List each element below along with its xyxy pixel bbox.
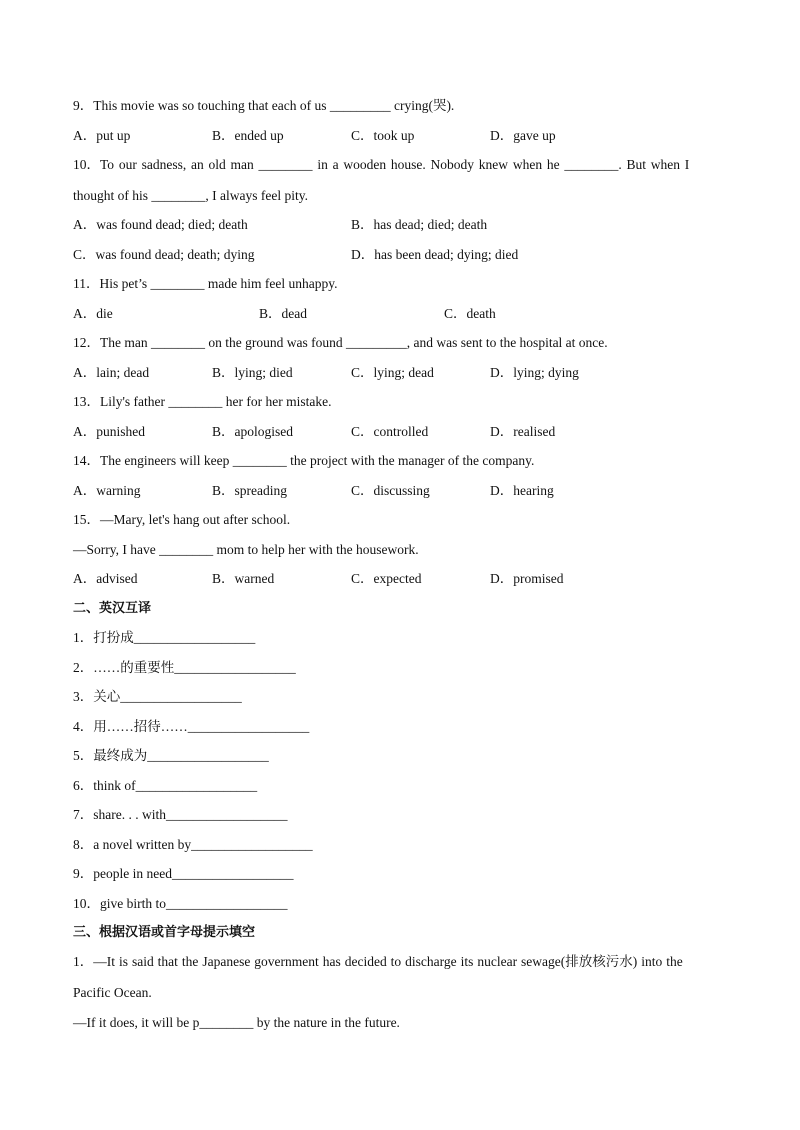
question-9-stem: 9．This movie was so touching that each of us _________ crying(哭). [73, 98, 455, 113]
question-15-option-a: A．advised [73, 571, 138, 586]
question-11-stem: 11．His pet’s ________ made him feel unhappy. [73, 276, 338, 291]
translation-item-8: 8．a novel written by__________________ [73, 837, 313, 852]
question-13-option-a: A．punished [73, 424, 145, 439]
question-11-option-a: A．die [73, 306, 113, 321]
question-10-option-b: B．has dead; died; death [351, 217, 488, 232]
question-10-option-c: C．was found dead; death; dying [73, 247, 255, 262]
question-14-option-c: C．discussing [351, 483, 430, 498]
question-12-stem: 12．The man ________ on the ground was found _________, and was sent to the hospital at once. [73, 335, 608, 350]
translation-item-2: 2．……的重要性__________________ [73, 660, 296, 675]
question-12-option-d: D．lying; dying [490, 365, 579, 380]
question-11-option-c: C．death [444, 306, 496, 321]
question-15-stem-line1: 15．—Mary, let's hang out after school. [73, 512, 291, 527]
translation-item-10: 10．give birth to__________________ [73, 896, 288, 911]
translation-item-4: 4．用……招待……__________________ [73, 719, 310, 734]
question-9-option-b: B．ended up [212, 128, 284, 143]
question-14-option-d: D．hearing [490, 483, 554, 498]
question-14-stem: 14．The engineers will keep ________ the project with the manager of the company. [73, 453, 535, 468]
question-13-option-b: B．apologised [212, 424, 293, 439]
section-2-heading: 二、英汉互译 [73, 601, 152, 616]
translation-item-6: 6．think of__________________ [73, 778, 258, 793]
question-10-option-a: A．was found dead; died; death [73, 217, 248, 232]
question-13-stem: 13．Lily's father ________ her for her mistake. [73, 394, 332, 409]
question-15-option-b: B．warned [212, 571, 275, 586]
section-3-heading: 三、根据汉语或首字母提示填空 [73, 925, 256, 940]
question-9-option-a: A．put up [73, 128, 131, 143]
question-13-option-c: C．controlled [351, 424, 429, 439]
fill-question-1-line1: 1．—It is said that the Japanese government has decided to discharge its nuclear sewage(排放核污水) into the [73, 954, 683, 969]
translation-item-3: 3．关心__________________ [73, 689, 242, 704]
question-10-stem-line1: 10．To our sadness, an old man ________ in a wooden house. Nobody knew when he ________. But when I [73, 157, 690, 172]
fill-question-1-line2: Pacific Ocean. [73, 985, 152, 1000]
question-14-option-a: A．warning [73, 483, 141, 498]
question-12-option-c: C．lying; dead [351, 365, 434, 380]
translation-item-1: 1．打扮成__________________ [73, 630, 256, 645]
translation-item-9: 9．people in need__________________ [73, 866, 294, 881]
fill-question-1-line3: —If it does, it will be p________ by the nature in the future. [73, 1015, 400, 1030]
question-15-option-c: C．expected [351, 571, 422, 586]
question-9-option-c: C．took up [351, 128, 415, 143]
question-15-stem-line2: —Sorry, I have ________ mom to help her with the housework. [73, 542, 419, 557]
question-10-option-d: D．has been dead; dying; died [351, 247, 519, 262]
question-15-option-d: D．promised [490, 571, 564, 586]
question-12-option-a: A．lain; dead [73, 365, 150, 380]
question-14-option-b: B．spreading [212, 483, 287, 498]
question-9-option-d: D．gave up [490, 128, 556, 143]
question-13-option-d: D．realised [490, 424, 556, 439]
question-10-stem-line2: thought of his ________, I always feel pity. [73, 188, 308, 203]
translation-item-5: 5．最终成为__________________ [73, 748, 269, 763]
translation-item-7: 7．share. . . with__________________ [73, 807, 288, 822]
question-11-option-b: B．dead [259, 306, 307, 321]
question-12-option-b: B．lying; died [212, 365, 293, 380]
